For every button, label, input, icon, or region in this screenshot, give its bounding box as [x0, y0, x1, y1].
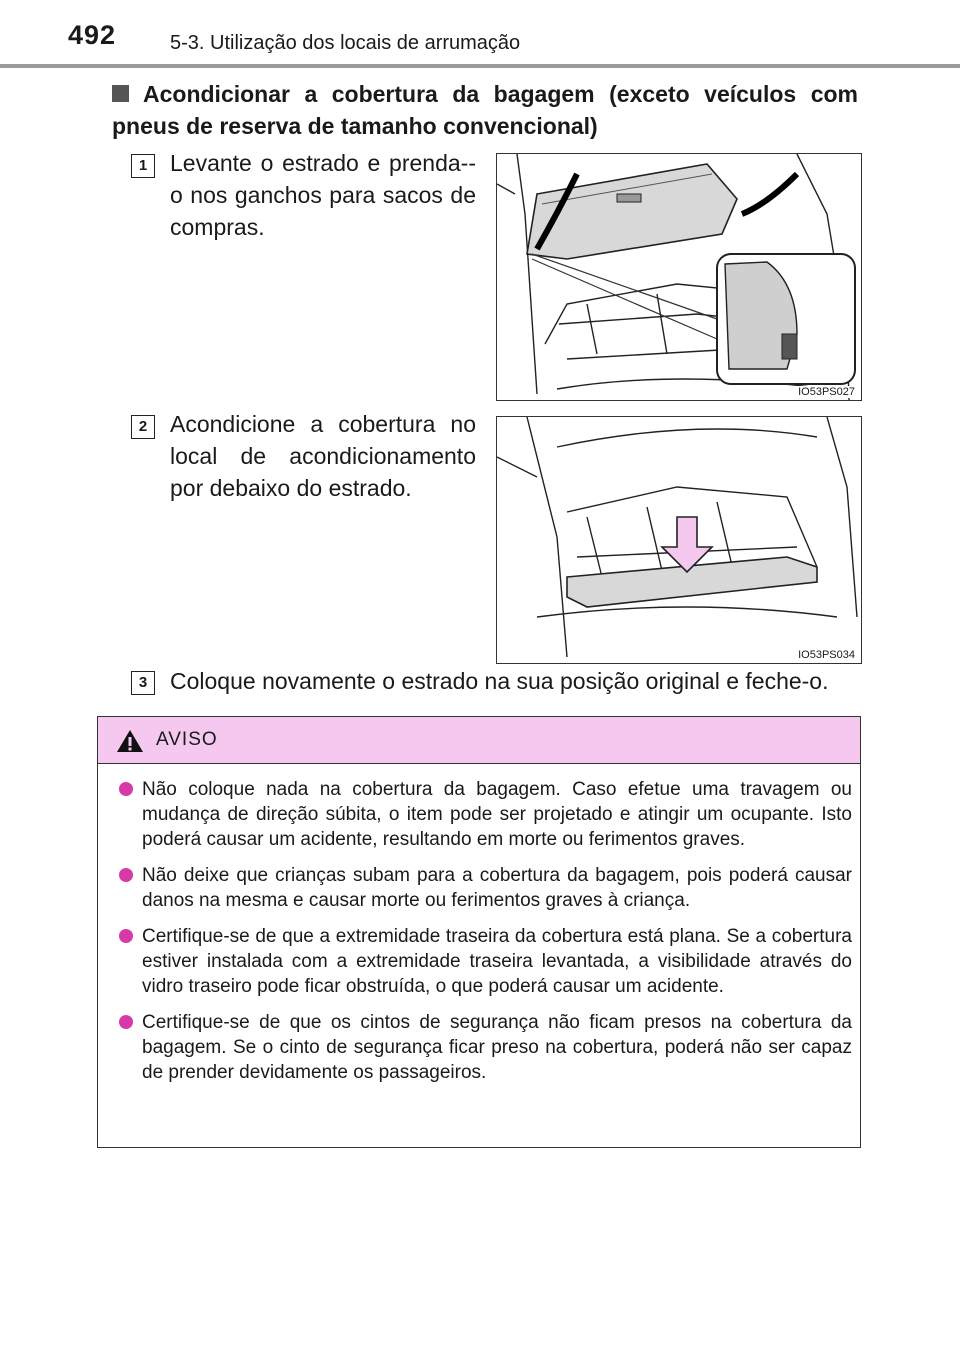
warning-list	[98, 777, 860, 1096]
step-1-badge: 1	[131, 154, 155, 178]
trunk-board-raised-illustration	[497, 154, 861, 400]
procedure-heading-text: Acondicionar a cobertura da bagagem (exceto veículos com pneus de reserva de tamanho convencional)	[112, 81, 858, 139]
section-title: 5-3. Utilização dos locais de arrumação	[170, 32, 521, 54]
warning-box	[97, 716, 861, 1148]
warning-title: AVISO	[156, 729, 218, 750]
step-3-badge: 3	[131, 671, 155, 695]
step-2-text: Acondicione a cobertura no local de acondicionamento por debaixo do estrado.	[170, 411, 476, 501]
procedure-heading	[112, 78, 858, 142]
step-3-text: Coloque novamente o estrado na sua posição original e feche-o.	[170, 668, 829, 694]
warning-item-text: Certifique-se de que a extremidade traseira da cobertura está plana. Se a cobertura estiver instalada com a extremidade traseira levantada, a visibilidade através do vidro traseiro pode ficar obstruída, o que poderá causar um acidente.	[142, 926, 852, 997]
figure-code: IO53PS034	[798, 649, 855, 661]
figure-code: IO53PS027	[798, 386, 855, 398]
cover-stowing-illustration	[497, 417, 861, 663]
bullet-icon	[119, 782, 133, 796]
page-number: 492	[68, 20, 117, 50]
step-1-text: Levante o estrado e prenda--o nos ganchos para sacos de compras.	[170, 150, 476, 240]
figure-cover-stowed	[496, 416, 862, 664]
warning-item	[98, 777, 860, 852]
warning-item	[98, 863, 860, 913]
warning-header	[98, 717, 860, 764]
warning-item-text: Certifique-se de que os cintos de segurança não ficam presos na cobertura da bagagem. Se o cinto de segurança ficar preso na cobertura, poderá não ser capaz de prender devidamente os passageiros.	[142, 1012, 852, 1083]
warning-item	[98, 1010, 860, 1085]
step-2-badge: 2	[131, 415, 155, 439]
bullet-icon	[119, 929, 133, 943]
warning-item-text: Não deixe que crianças subam para a cobertura da bagagem, pois poderá causar danos na mesma e causar morte ou ferimentos graves à criança.	[142, 865, 852, 911]
warning-item	[98, 924, 860, 999]
header-divider	[0, 64, 960, 68]
figure-luggage-board-raised	[496, 153, 862, 401]
warning-item-text: Não coloque nada na cobertura da bagagem. Caso efetue uma travagem ou mudança de direção súbita, o item pode ser projetado e atingir um ocupante. Isto poderá causar um acidente, resultando em morte ou ferimentos graves.	[142, 779, 852, 850]
bullet-icon	[119, 868, 133, 882]
warning-triangle-icon	[116, 729, 144, 753]
bullet-icon	[119, 1015, 133, 1029]
square-bullet-icon	[112, 85, 129, 102]
